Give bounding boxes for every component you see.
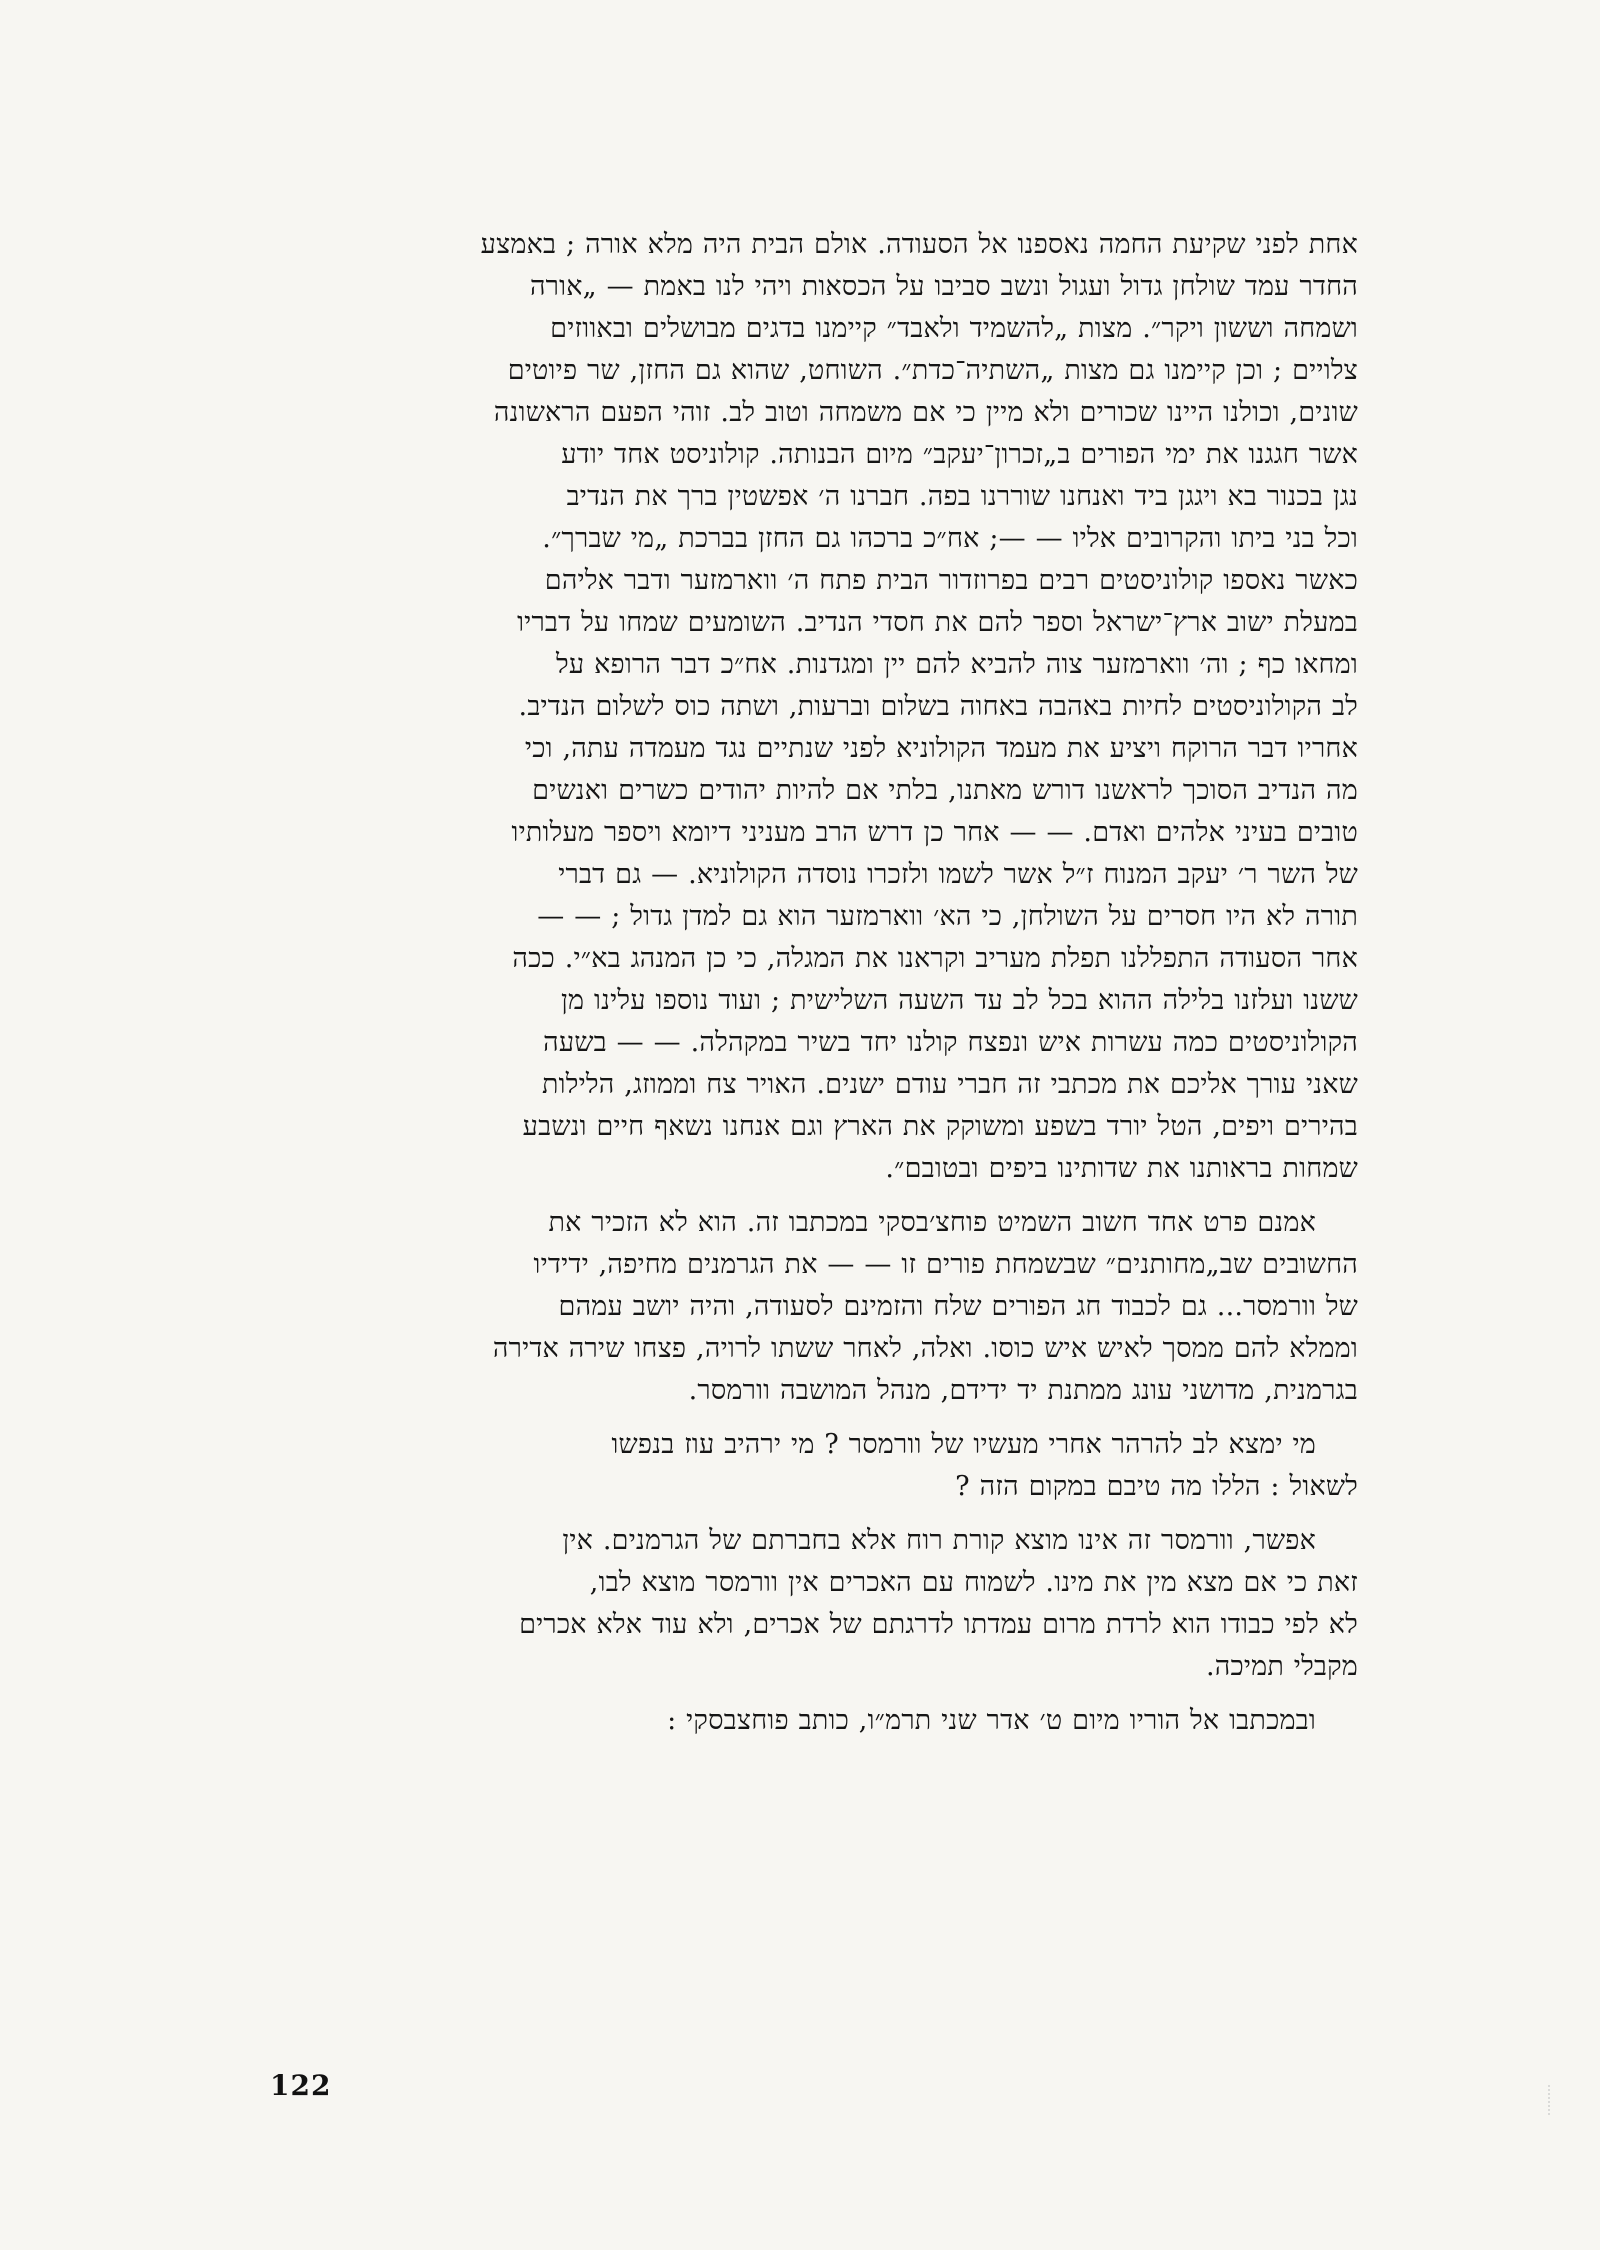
text-line: וכל בני ביתו והקרובים אליו — —; אח״כ ברכהו גם החזן בברכת „מי שברך״. [542,523,1358,554]
paragraph-5 [272,1700,1358,1742]
text-line: לא לפי כבודו הוא לרדת מרום עמדתו לדרגתם של אכרים, ולא עוד אלא אכרים [519,1609,1358,1640]
text-line: אפשר, וורמסר זה אינו מוצא קורת רוח אלא בחברתם של הגרמנים. אין [562,1525,1316,1556]
body-text [272,224,1358,1750]
text-line: לשאול : הללו מה טיבם במקום הזה ? [955,1471,1358,1502]
text-line: וממלא להם ממסך לאיש איש כוסו. ואלה, לאחר ששתו לרויה, פצחו שירה אדירה [492,1333,1358,1364]
paragraph-1 [272,224,1358,1190]
text-line: מה הנדיב הסוכך לראשנו דורש מאתנו, בלתי אם להיות יהודים כשרים ואנשים [532,775,1358,806]
text-line: מי ימצא לב להרהר אחרי מעשיו של וורמסר ? מי ירהיב עוז בנפשו [611,1429,1316,1460]
paragraph-3 [272,1424,1358,1508]
text-line: בגרמנית, מדושני עונג ממתנת יד ידידם, מנהל המושבה וורמסר. [688,1375,1358,1406]
text-line: ושמחה וששון ויקר״. מצות „להשמיד ולאבד״ קיימנו בדגים מבושלים ובאווזים [550,313,1358,344]
text-line: זאת כי אם מצא מין את מינו. לשמוח עם האכרים אין וורמסר מוצא לבו, [589,1567,1358,1598]
text-line: כאשר נאספו קולוניסטים רבים בפרוזדור הבית פתח ה׳ ווארמזער ודבר אליהם [544,565,1358,596]
text-line: אשר חגגנו את ימי הפורים ב„זכרון־יעקב״ מיום הבנותה. קולוניסט אחד יודע [561,439,1358,470]
paragraph-4 [272,1520,1358,1688]
text-line: אחר הסעודה התפללנו תפלת מעריב וקראנו את המגלה, כי כן המנהג בא״י. ככה [512,943,1358,974]
text-line: שונים, וכולנו היינו שכורים ולא מיין כי אם משמחה וטוב לב. זוהי הפעם הראשונה [493,397,1358,428]
scan-edge-mark [1548,2085,1570,2115]
page-number: 122 [270,2069,332,2102]
text-line: תורה לא היו חסרים על השולחן, כי הא׳ ווארמזער הוא גם למדן גדול ; — — [537,901,1358,932]
text-line: מקבלי תמיכה. [1205,1651,1358,1682]
text-line: ששנו ועלזנו בלילה ההוא בכל לב עד השעה השלישית ; ועוד נוספו עלינו מן [560,985,1358,1016]
paragraph-2 [272,1202,1358,1412]
text-line: במעלת ישוב ארץ־ישראל וספר להם את חסדי הנדיב. השומעים שמחו על דבריו [517,607,1358,638]
text-line: אמנם פרט אחד חשוב השמיט פוחצ׳בסקי במכתבו זה. הוא לא הזכיר את [548,1207,1316,1238]
text-line: החשובים שב„מחותנים״ שבשמחת פורים זו — — את הגרמנים מחיפה, ידידיו [533,1249,1358,1280]
text-line: שאני עורך אליכם את מכתבי זה חברי עודם ישנים. האויר צח וממוזג, הלילות [542,1069,1358,1100]
text-line: החדר עמד שולחן גדול ועגול ונשב סביבו על הכסאות ויהי לנו באמת — „אורה [529,271,1358,302]
text-line: אחריו דבר הרוקח ויציע את מעמד הקולוניא לפני שנתיים נגד מעמדה עתה, וכי [524,733,1358,764]
text-line: של השר ר׳ יעקב המנוח ז״ל אשר לשמו ולזכרו נוסדה הקולוניא. — גם דברי [558,859,1358,890]
text-line: ובמכתבו אל הוריו מיום ט׳ אדר שני תרמ״ו, כותב פוחצבסקי : [667,1705,1316,1736]
text-line: הקולוניסטים כמה עשרות איש ונפצח קולנו יחד בשיר במקהלה. — — בשעה [543,1027,1358,1058]
text-line: טובים בעיני אלהים ואדם. — — אחר כן דרש הרב מעניני דיומא ויספר מעלותיו [511,817,1358,848]
text-line: של וורמסר... גם לכבוד חג הפורים שלח והזמינם לסעודה, והיה יושב עמהם [558,1291,1358,1322]
text-line: אחת לפני שקיעת החמה נאספנו אל הסעודה. אולם הבית היה מלא אורה ; באמצע [480,229,1358,260]
text-line: שמחות בראותנו את שדותינו ביפים ובטובם״. [885,1153,1358,1184]
text-line: נגן בכנור בא ויגגן ביד ואנחנו שוררנו בפה. חברנו ה׳ אפשטין ברך את הנדיב [566,481,1358,512]
text-line: ומחאו כף ; וה׳ ווארמזער צוה להביא להם יין ומגדנות. אח״כ דבר הרופא על [556,649,1358,680]
text-line: צלויים ; וכן קיימנו גם מצות „השתיה־כדת״. השוחט, שהוא גם החזן, שר פיוטים [507,355,1358,386]
text-line: לב הקולוניסטים לחיות באהבה באחוה בשלום וברעות, ושתה כוס לשלום הנדיב. [518,691,1358,722]
text-line: בהירים ויפים, הטל יורד בשפע ומשוקק את הארץ וגם אנחנו נשאף חיים ונשבע [522,1111,1358,1142]
